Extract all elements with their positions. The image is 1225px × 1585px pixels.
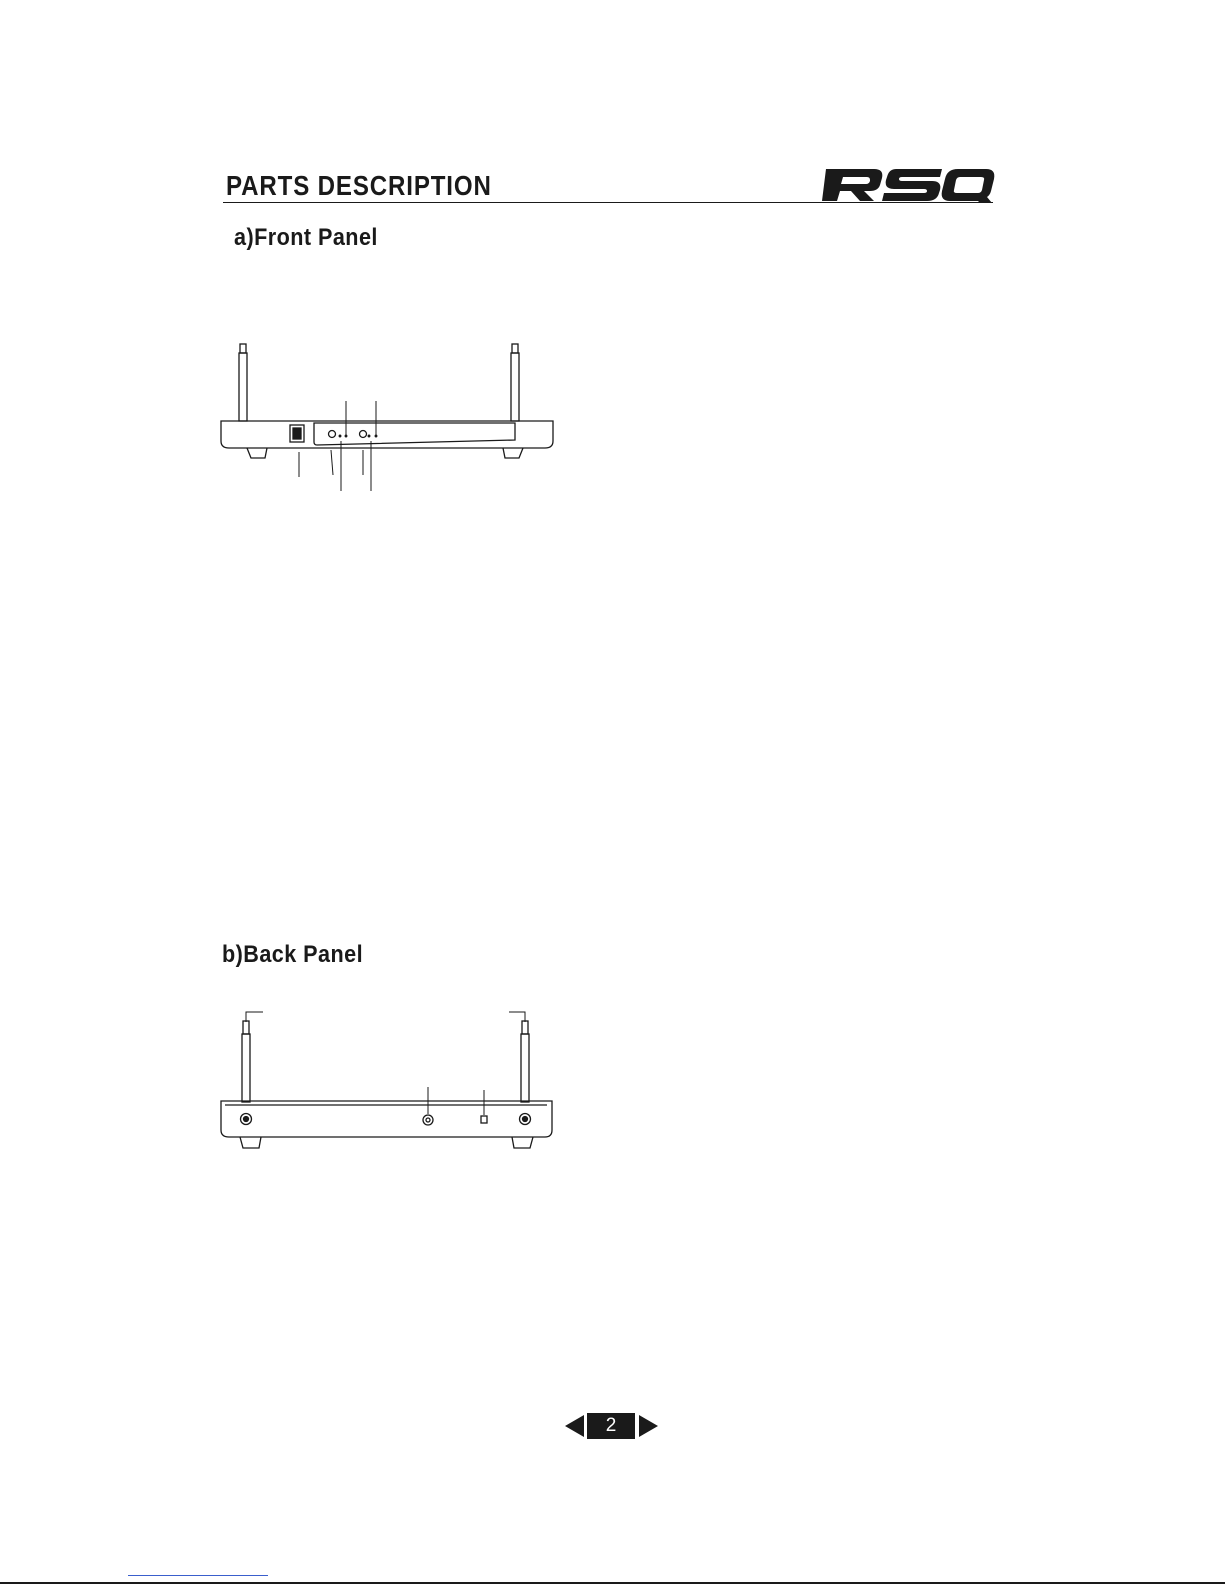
next-page-arrow-icon[interactable] — [639, 1415, 658, 1437]
footer-rule — [0, 1582, 1225, 1584]
page-number: 2 — [587, 1413, 635, 1439]
front-panel-heading: a)Front Panel — [234, 224, 378, 251]
back-panel-heading: b)Back Panel — [222, 941, 364, 968]
back-panel-diagram — [215, 1000, 565, 1175]
previous-page-arrow-icon[interactable] — [565, 1415, 584, 1437]
page-navigation — [565, 1413, 660, 1439]
front-panel-diagram — [215, 335, 565, 505]
brand-logo — [818, 163, 996, 205]
page-title: PARTS DESCRIPTION — [226, 170, 492, 201]
footer-link-underline — [128, 1575, 268, 1576]
